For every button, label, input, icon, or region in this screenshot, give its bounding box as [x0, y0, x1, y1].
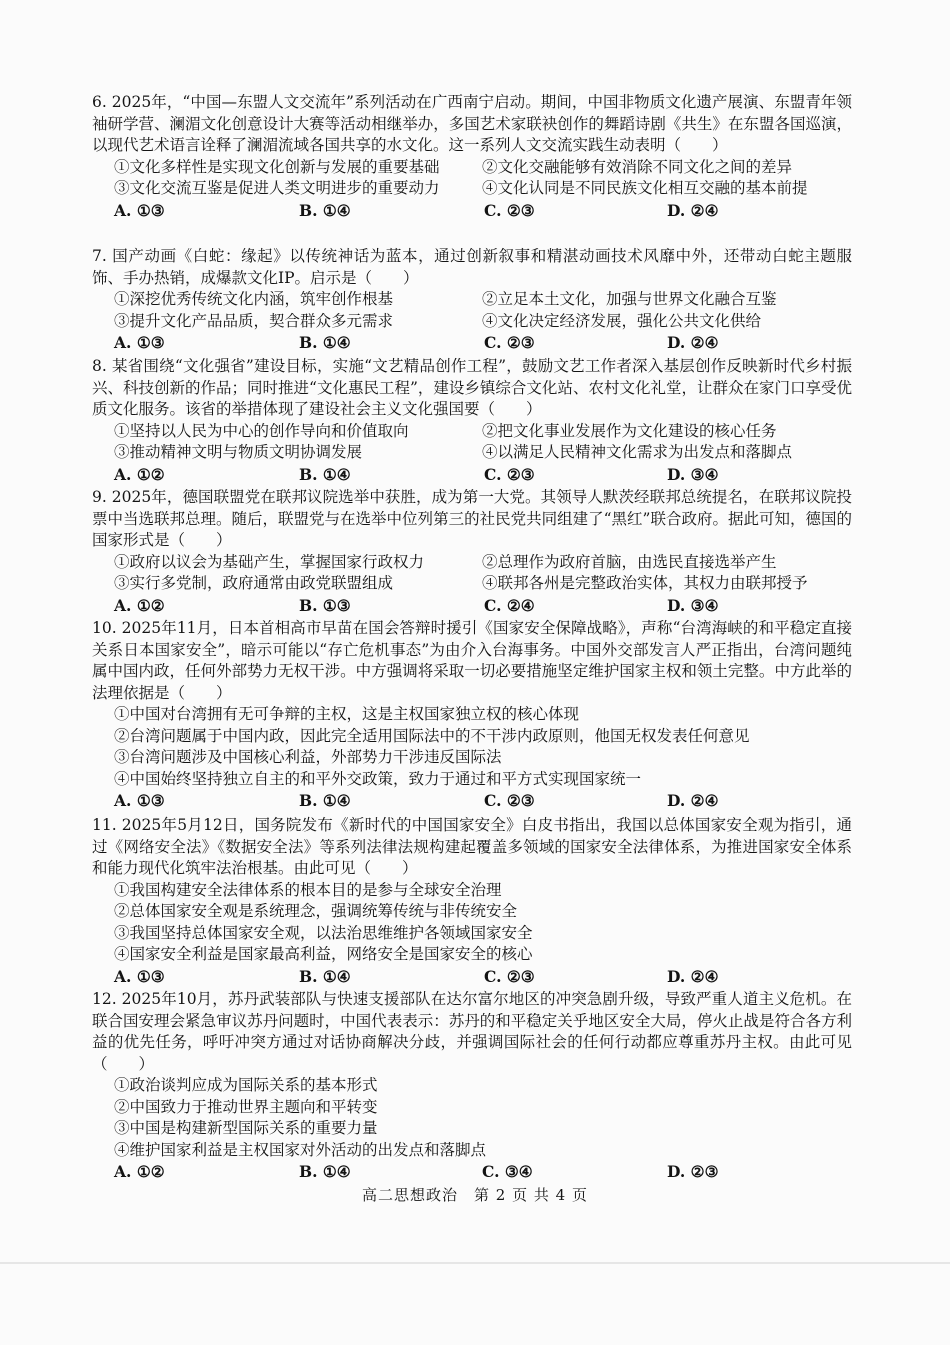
question-stem: 9. 2025年，德国联盟党在联邦议院选举中获胜，成为第一大党。其领导人默茨经联邦总统提名，在联邦议院投票中当选联邦总理。随后，联盟党与在选举中位列第三的社民党共同组建了“黑红”联合政府。据此可知，德国的国家形式是（ ）	[92, 488, 852, 549]
page-footer: 高二思想政治 第 2 页 共 4 页	[362, 1186, 588, 1204]
question-9	[92, 487, 852, 616]
choice-a: A. ①③	[114, 966, 165, 986]
options	[92, 157, 852, 200]
answer-choices	[92, 595, 852, 617]
choice-b: B. ①④	[299, 966, 351, 986]
question-6	[92, 92, 852, 221]
option-4: ④联邦各州是完整政治实体，其权力由联邦授予	[482, 574, 808, 592]
option-1: ①我国构建安全法律体系的根本目的是参与全球安全治理	[114, 880, 502, 899]
option-2: ②总理作为政府首脑，由选民直接选举产生	[482, 552, 777, 571]
options	[92, 552, 852, 595]
option-2: ②总体国家安全观是系统理念，强调统筹传统与非传统安全	[114, 902, 518, 920]
option-4: ④中国始终坚持独立自主的和平外交政策，致力于通过和平方式实现国家统一	[114, 769, 642, 788]
choice-b: B. ①④	[299, 200, 351, 220]
answer-choices	[92, 790, 852, 812]
question-stem: 11. 2025年5月12日，国务院发布《新时代的中国国家安全》白皮书指出，我国以总体国家安全观为指引，通过《网络安全法》《数据安全法》等系列法律法规构建起覆盖多领域的国家安全法律体系，为推进国家安全体系和能力现代化筑牢法治根基。由此可见（ ）	[92, 816, 852, 877]
option-2: ②立足本土文化，加强与世界文化融合互鉴	[482, 290, 777, 308]
choice-d: D. ②③	[667, 1162, 719, 1181]
answer-choices	[92, 200, 852, 222]
choice-a: A. ①②	[114, 464, 165, 484]
choice-d: D. ②④	[667, 966, 719, 986]
choice-b: B. ①④	[299, 464, 351, 484]
options	[92, 1075, 852, 1161]
question-10	[92, 618, 852, 812]
question-11	[92, 815, 852, 987]
choice-b: B. ①④	[299, 791, 351, 810]
option-3: ③台湾问题涉及中国核心利益，外部势力干涉违反国际法	[114, 748, 502, 766]
choice-d: D. ③④	[667, 595, 719, 615]
option-1: ①中国对台湾拥有无可争辩的主权，这是主权国家独立权的核心体现	[114, 705, 580, 723]
question-stem: 12. 2025年10月，苏丹武装部队与快速支援部队在达尔富尔地区的冲突急剧升级，导致严重人道主义危机。在联合国安理会紧急审议苏丹问题时，中国代表表示：苏丹的和平稳定关乎地区安全大局，停火止战是符合各方利益的优先任务，呼吁冲突方通过对话协商解决分歧，并强调国际社会的任何行动都应尊重苏丹主权。由此可见（ ）	[92, 990, 852, 1073]
option-4: ④以满足人民精神文化需求为出发点和落脚点	[482, 443, 793, 461]
option-2: ②文化交融能够有效消除不同文化之间的差异	[482, 157, 793, 176]
option-1: ①政府以议会为基础产生，掌握国家行政权力	[114, 552, 425, 571]
option-4: ④维护国家利益是主权国家对外活动的出发点和落脚点	[114, 1140, 487, 1159]
question-stem: 10. 2025年11月，日本首相高市早苗在国会答辩时援引《国家安全保障战略》，声称“台湾海峡的和平稳定直接关系日本国家安全”，暗示可能以“存亡危机事态”为由介入台海事务。中国外交部发言人严正指出，台湾问题纯属中国内政，任何外部势力无权干涉。中方强调将采取一切必要措施坚定维护国家主权和领土完整。中方此举的法理依据是（ ）	[92, 619, 852, 702]
choice-a: A. ①③	[114, 200, 165, 220]
option-1: ①文化多样性是实现文化创新与发展的重要基础	[114, 157, 440, 176]
option-3: ③推动精神文明与物质文明协调发展	[114, 443, 363, 461]
option-1: ①政治谈判应成为国际关系的基本形式	[114, 1076, 378, 1094]
question-7	[92, 246, 852, 354]
choice-c: C. ②③	[484, 333, 535, 352]
choice-b: B. ①④	[299, 333, 351, 352]
choice-d: D. ②④	[667, 791, 719, 810]
choice-a: A. ①②	[114, 1162, 165, 1181]
options	[92, 880, 852, 966]
answer-choices	[92, 1161, 852, 1183]
question-8	[92, 356, 852, 485]
answer-choices	[92, 332, 852, 354]
choice-d: D. ③④	[667, 464, 719, 484]
choice-a: A. ①③	[114, 333, 165, 352]
options	[92, 704, 852, 790]
option-4: ④文化认同是不同民族文化相互交融的基本前提	[482, 179, 808, 197]
option-3: ③我国坚持总体国家安全观，以法治思维维护各领域国家安全	[114, 923, 533, 942]
choice-c: C. ②④	[484, 595, 535, 615]
choice-a: A. ①③	[114, 791, 165, 810]
choice-b: B. ①③	[299, 595, 351, 615]
option-3: ③实行多党制，政府通常由政党联盟组成	[114, 574, 394, 592]
option-3: ③文化交流互鉴是促进人类文明进步的重要动力	[114, 179, 440, 197]
choice-c: C. ③④	[482, 1162, 533, 1181]
option-3: ③中国是构建新型国际关系的重要力量	[114, 1119, 378, 1137]
option-2: ②中国致力于推动世界主题向和平转变	[114, 1097, 378, 1116]
question-stem: 8. 某省围绕“文化强省”建设目标，实施“文艺精品创作工程”，鼓励文艺工作者深入基层创作反映新时代乡村振兴、科技创新的作品；同时推进“文化惠民工程”，建设乡镇综合文化站、农村文化礼堂，让群众在家门口享受优质文化服务。该省的举措体现了建设社会主义文化强国要（ ）	[92, 357, 852, 418]
option-2: ②把文化事业发展作为文化建设的核心任务	[482, 421, 777, 440]
answer-choices	[92, 464, 852, 486]
choice-c: C. ②③	[484, 791, 535, 810]
options	[92, 289, 852, 332]
choice-c: C. ②③	[484, 966, 535, 986]
option-1: ①坚持以人民为中心的创作导向和价值取向	[114, 421, 409, 440]
choice-d: D. ②④	[667, 333, 719, 352]
answer-choices	[92, 966, 852, 988]
choice-d: D. ②④	[667, 200, 719, 220]
option-2: ②台湾问题属于中国内政，因此完全适用国际法中的不干涉内政原则，他国无权发表任何意见	[114, 726, 750, 745]
choice-b: B. ①④	[299, 1162, 351, 1181]
question-stem: 6. 2025年，“中国—东盟人文交流年”系列活动在广西南宁启动。期间，中国非物质文化遗产展演、东盟青年领袖研学营、澜湄文化创意设计大赛等活动相继举办，多国艺术家联袂创作的舞蹈诗剧《共生》在东盟各国巡演，以现代艺术语言诠释了澜湄流域各国共享的水文化。这一系列人文交流实践生动表明（ ）	[92, 93, 852, 154]
option-1: ①深挖优秀传统文化内涵，筑牢创作根基	[114, 290, 394, 308]
choice-a: A. ①②	[114, 595, 165, 615]
question-stem: 7. 国产动画《白蛇：缘起》以传统神话为蓝本，通过创新叙事和精湛动画技术风靡中外，还带动白蛇主题服饰、手办热销，成爆款文化IP。启示是（ ）	[92, 247, 852, 287]
option-4: ④文化决定经济发展，强化公共文化供给	[482, 311, 762, 330]
option-3: ③提升文化产品品质，契合群众多元需求	[114, 311, 394, 330]
choice-c: C. ②③	[484, 464, 535, 484]
choice-c: C. ②③	[484, 200, 535, 220]
question-12	[92, 989, 852, 1183]
option-4: ④国家安全利益是国家最高利益，网络安全是国家安全的核心	[114, 945, 533, 963]
scan-edge-divider	[0, 1262, 950, 1264]
options	[92, 421, 852, 464]
